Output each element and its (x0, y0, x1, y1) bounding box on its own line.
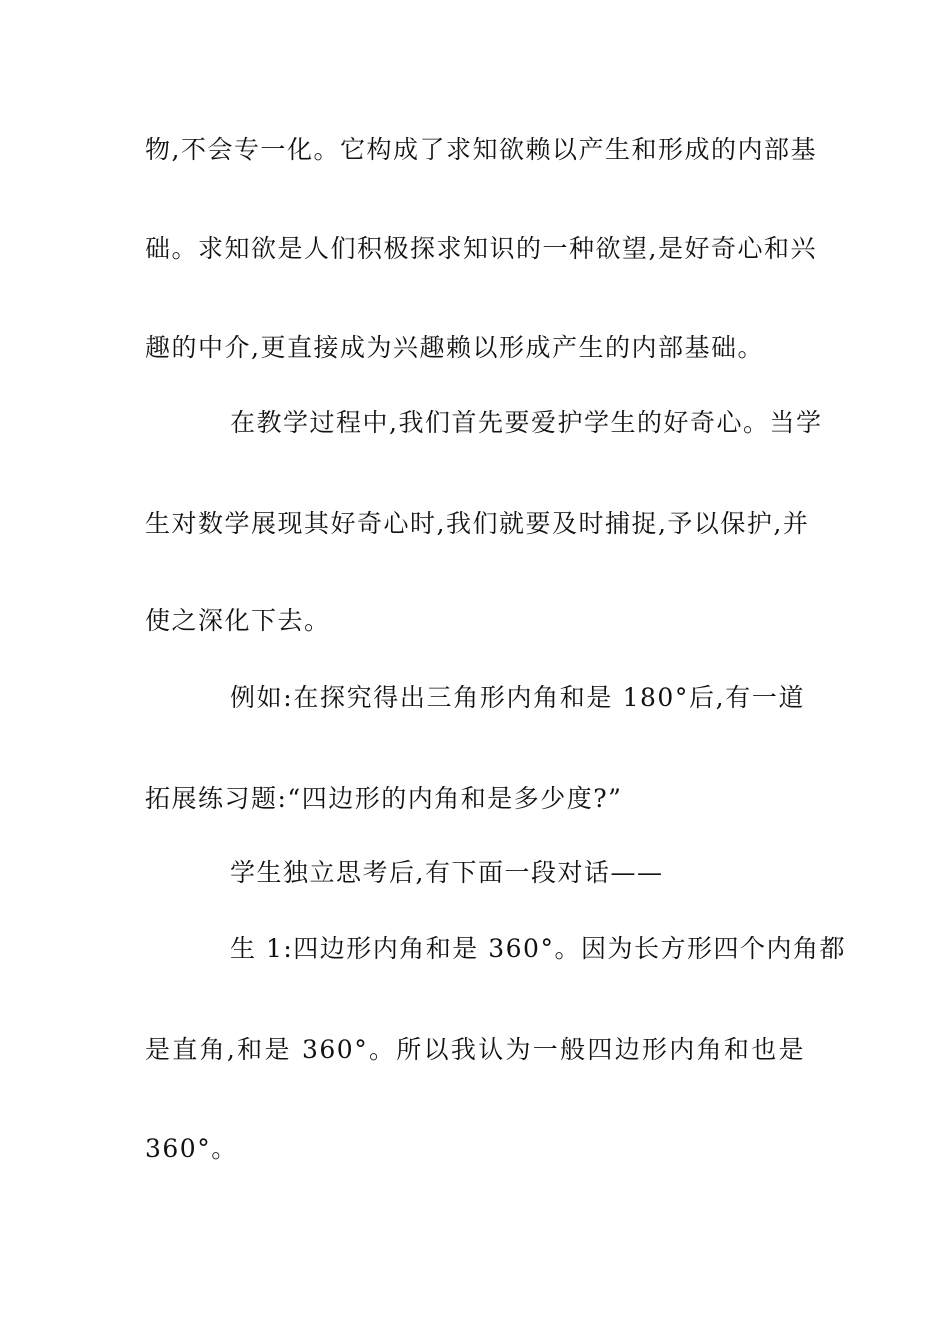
paragraph-start-line: 学生独立思考后,有下面一段对话—— (230, 858, 664, 887)
paragraph-start-line: 在教学过程中,我们首先要爱护学生的好奇心。当学 (230, 408, 823, 437)
text-line: 360°。 (145, 1134, 238, 1163)
text-line: 使之深化下去。 (145, 606, 331, 635)
paragraph-start-line: 生 1:四边形内角和是 360°。因为长方形四个内角都 (230, 934, 846, 963)
text-line: 趣的中介,更直接成为兴趣赖以形成产生的内部基础。 (145, 333, 764, 362)
text-line: 物,不会专一化。它构成了求知欲赖以产生和形成的内部基 (145, 135, 817, 164)
text-line: 生对数学展现其好奇心时,我们就要及时捕捉,予以保护,并 (145, 509, 810, 538)
text-line: 拓展练习题:“四边形的内角和是多少度?” (145, 784, 623, 813)
text-line: 是直角,和是 360°。所以我认为一般四边形内角和也是 (145, 1035, 805, 1064)
paragraph-start-line: 例如:在探究得出三角形内角和是 180°后,有一道 (230, 683, 805, 712)
text-line: 础。求知欲是人们积极探求知识的一种欲望,是好奇心和兴 (145, 234, 817, 263)
